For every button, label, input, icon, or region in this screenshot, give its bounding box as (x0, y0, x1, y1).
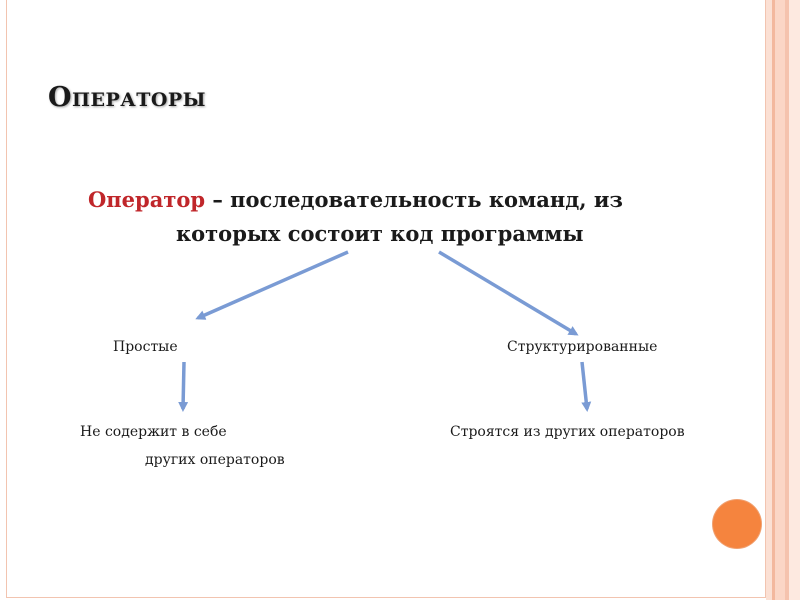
structured-label: Структурированные (507, 339, 658, 355)
accent-circle (713, 500, 761, 548)
simple-label: Простые (113, 339, 178, 355)
arrow-to-simple (198, 252, 348, 318)
arrow-to-structured (439, 252, 576, 334)
simple-description-line1: Не содержит в себе (80, 424, 227, 440)
definition-line1: – последовательность команд, из (205, 187, 623, 212)
structured-description: Строятся из других операторов (450, 424, 685, 440)
arrow-simple-down (183, 362, 184, 409)
slide-title: Операторы (48, 82, 207, 113)
definition-line2: которых состоит код программы (176, 221, 584, 246)
simple-description-line2: других операторов (145, 452, 285, 468)
definition-term: Оператор (88, 187, 206, 212)
arrow-structured-down (582, 362, 587, 409)
